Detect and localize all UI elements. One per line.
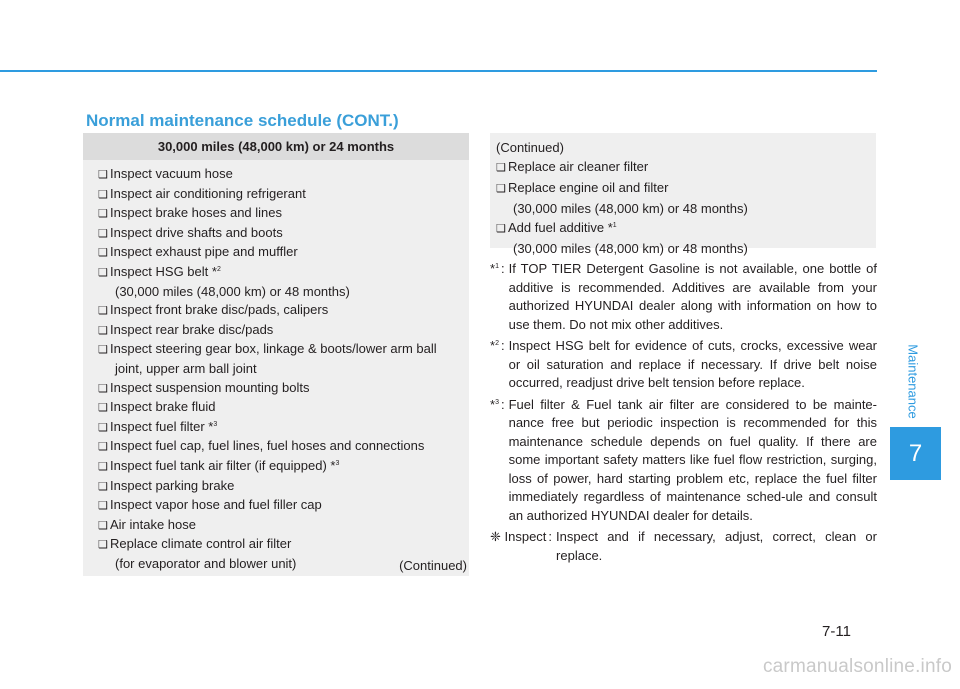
footnote-text: Fuel filter & Fuel tank air filter are considered to be mainte-nance free but periodic inspection is recommended for this maintenance schedule depends on fuel quality. If there are some important safety matters like fuel flow restriction, surging, loss of power, hard starting problem etc, replace the fuel filter immediately regardless of maintenance sched-ule and consult an authorized HYUNDAI dealer for details. <box>508 396 877 523</box>
footnote-ref: 1 <box>612 222 617 229</box>
checklist-item <box>98 263 469 283</box>
checklist-item-text: Inspect steering gear box, linkage & boots/lower arm ball <box>110 341 437 357</box>
checkbox-icon: ❑ <box>98 208 108 221</box>
footnote-colon: : <box>500 338 505 353</box>
checklist-item-text: Replace air cleaner filter <box>508 159 649 174</box>
checklist-item-text: Inspect HSG belt * <box>110 263 217 279</box>
checklist-item-text: Inspect brake hoses and lines <box>110 205 282 221</box>
checklist-item <box>98 165 469 185</box>
schedule-item-list <box>83 160 469 573</box>
footnote-3 <box>490 396 877 526</box>
checklist-item <box>98 477 469 497</box>
footnote-text: If TOP TIER Detergent Gasoline is not available, one bottle of additive is recommended. Additives are available from your authorized HYUNDAI dealer along with information on how to use them. Do not mix other additives. <box>508 261 877 332</box>
checklist-item-text: Inspect drive shafts and boots <box>110 224 283 240</box>
checkbox-icon: ❑ <box>98 305 108 318</box>
checklist-item-text: Add fuel additive * <box>508 220 613 235</box>
checkbox-icon: ❑ <box>98 402 108 415</box>
checklist-item <box>98 437 469 457</box>
checklist-item-text: Inspect vapor hose and fuel filler cap <box>110 497 322 513</box>
section-title: Normal maintenance schedule (CONT.) <box>86 111 399 130</box>
checklist-item-detail: (30,000 miles (48,000 km) or 48 months) <box>513 241 748 256</box>
schedule-panel-right <box>490 133 876 256</box>
footnote-text: Inspect HSG belt for evidence of cuts, crocks, excessive wear or oil saturation and replace if necessary. If drive belt noise occurred, readjust drive belt tension before replace. <box>508 338 877 390</box>
checklist-item <box>98 418 469 438</box>
checklist-item-detail: (for evaporator and blower unit) <box>115 555 297 571</box>
checklist-item <box>98 398 469 418</box>
footnote-1 <box>490 260 877 334</box>
checkbox-icon: ❑ <box>98 188 108 201</box>
page-number: 7-11 <box>822 623 851 640</box>
checklist-item <box>98 321 469 341</box>
checklist-item-text: Inspect suspension mounting bolts <box>110 379 310 395</box>
definition-colon: : <box>548 529 553 544</box>
checklist-item <box>98 224 469 244</box>
footnote-ref: 3 <box>213 420 218 428</box>
chapter-tab: 7 <box>890 427 941 480</box>
schedule-interval-heading: 30,000 miles (48,000 km) or 24 months <box>83 133 469 160</box>
checklist-item <box>98 204 469 224</box>
footnote-colon: : <box>500 396 505 412</box>
checkbox-icon: ❑ <box>496 223 506 235</box>
chapter-name: Maintenance <box>905 343 921 419</box>
checklist-item <box>98 379 469 399</box>
definition-term: ❈ Inspect <box>490 529 547 544</box>
checklist-item-text: Inspect front brake disc/pads, calipers <box>110 302 329 318</box>
footnote-marker: *$^3$ <box>490 396 499 412</box>
footnote-marker: *$^2$ <box>490 338 499 353</box>
checkbox-icon: ❑ <box>98 421 108 434</box>
checklist-item-text: Inspect parking brake <box>110 477 235 493</box>
checklist-item-text: Inspect brake fluid <box>110 399 216 415</box>
footnotes <box>490 260 877 568</box>
checklist-item <box>98 516 469 536</box>
definition-text: Inspect and if necessary, adjust, correct, clean or replace. <box>556 529 877 563</box>
checklist-item-detail: (30,000 miles (48,000 km) or 48 months) <box>513 201 748 216</box>
schedule-panel-left <box>83 133 469 576</box>
footnote-marker: *$^1$ <box>490 261 499 276</box>
checklist-item-text: Replace climate control air filter <box>110 536 292 552</box>
checkbox-icon: ❑ <box>98 227 108 240</box>
top-rule <box>0 70 877 72</box>
checkbox-icon: ❑ <box>98 519 108 532</box>
checklist-item <box>98 457 469 477</box>
checklist-item-text: Air intake hose <box>110 516 196 532</box>
checkbox-icon: ❑ <box>98 500 108 513</box>
checklist-item <box>98 301 469 321</box>
checklist-item <box>98 340 469 360</box>
checklist-item-text: Inspect air conditioning refrigerant <box>110 185 306 201</box>
checkbox-icon: ❑ <box>98 480 108 493</box>
checklist-item-text: Inspect fuel filter * <box>110 418 214 434</box>
continued-label: (Continued) <box>399 558 467 573</box>
footnote-ref: 2 <box>216 265 221 273</box>
continued-label: (Continued) <box>496 140 564 155</box>
checklist-item <box>98 243 469 263</box>
checklist-item-text: Inspect fuel cap, fuel lines, fuel hoses and connections <box>110 438 425 454</box>
checklist-item-detail: joint, upper arm ball joint <box>115 360 257 376</box>
checklist-item-text: Inspect vacuum hose <box>110 166 233 181</box>
checkbox-icon: ❑ <box>98 324 108 337</box>
checkbox-icon: ❑ <box>98 169 108 181</box>
footnote-colon: : <box>500 261 505 276</box>
checklist-item-text: Inspect exhaust pipe and muffler <box>110 244 298 260</box>
checkbox-icon: ❑ <box>98 460 108 473</box>
watermark: carmanualsonline.info <box>762 656 952 677</box>
checklist-item <box>496 178 876 199</box>
checkbox-icon: ❑ <box>496 162 506 174</box>
checkbox-icon: ❑ <box>496 183 506 195</box>
inspect-definition <box>490 528 877 565</box>
checklist-item <box>496 218 876 239</box>
checklist-item-text: Inspect rear brake disc/pads <box>110 321 274 337</box>
checkbox-icon: ❑ <box>98 266 108 279</box>
checklist-item-text: Inspect fuel tank air filter (if equipped) * <box>110 457 336 473</box>
checklist-item-detail: (30,000 miles (48,000 km) or 48 months) <box>115 283 350 299</box>
checklist-item <box>98 185 469 205</box>
footnote-ref: 3 <box>335 459 340 467</box>
checklist-item <box>98 496 469 516</box>
chapter-side-label <box>899 341 927 421</box>
checkbox-icon: ❑ <box>98 344 108 357</box>
checklist-item <box>496 157 876 178</box>
footnote-2 <box>490 337 877 393</box>
checkbox-icon: ❑ <box>98 247 108 260</box>
checklist-item-text: Replace engine oil and filter <box>508 180 669 195</box>
checklist-item <box>98 535 469 555</box>
checkbox-icon: ❑ <box>98 382 108 395</box>
checkbox-icon: ❑ <box>98 539 108 552</box>
checkbox-icon: ❑ <box>98 441 108 454</box>
schedule-item-list <box>496 157 876 258</box>
